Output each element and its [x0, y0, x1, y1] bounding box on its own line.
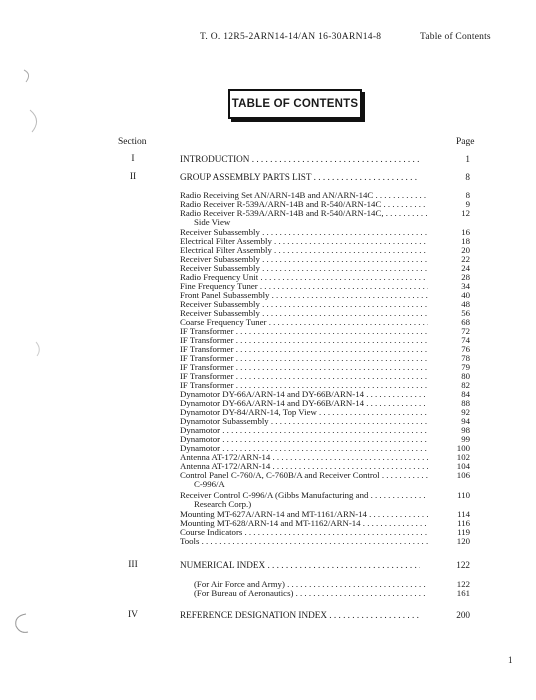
- toc-title-box: [228, 89, 362, 119]
- toc-entry[interactable]: [180, 561, 480, 571]
- toc-entry-title: Radio Receiver R-539A/ARN-14B and R-540/ARN-14C, . . .: [180, 209, 428, 218]
- toc-entry-page: 99: [461, 434, 470, 444]
- toc-entry-title: IF Transformer . . .: [180, 336, 428, 345]
- toc-entry-page: 79: [461, 362, 470, 372]
- toc-entry-title: Control Panel C-760/A, C-760B/A and Receiver Control . . .: [180, 471, 428, 480]
- toc-entry-page: 122: [456, 579, 470, 589]
- toc-entry-continuation: Side View: [194, 217, 231, 227]
- toc-entry-title: IF Transformer . . .: [180, 327, 428, 336]
- toc-entry-page: 56: [461, 308, 470, 318]
- toc-entry-title: Dynamotor Subassembly . . .: [180, 417, 428, 426]
- toc-entry-title: IF Transformer . . .: [180, 381, 428, 390]
- toc-entry-page: 8: [465, 190, 470, 200]
- toc-entry-title: (For Air Force and Army) . . .: [194, 580, 428, 589]
- toc-entry-title: Dynamotor DY-66A/ARN-14 and DY-66B/ARN-14 . . .: [180, 390, 428, 399]
- toc-entry-title: Dynamotor . . .: [180, 435, 428, 444]
- toc-entry-page: 161: [456, 588, 470, 598]
- toc-entry-title: Receiver Subassembly . . .: [180, 264, 428, 273]
- toc-entry-title: Radio Frequency Unit . . .: [180, 273, 428, 282]
- toc-entry-title: Radio Receiver R-539A/ARN-14B and R-540/ARN-14C . . .: [180, 200, 428, 209]
- toc-entry-title: Course Indicators . . .: [180, 528, 428, 537]
- toc-entry-title: Radio Receiving Set AN/ARN-14B and AN/ARN-14C . . .: [180, 191, 428, 200]
- toc-entry-page: 116: [457, 518, 470, 528]
- header-section-label: Table of Contents: [420, 32, 491, 42]
- toc-entry-title: Mounting MT-627A/ARN-14 and MT-1161/ARN-14 . . .: [180, 510, 428, 519]
- toc-entry-title: Electrical Filter Assembly . . .: [180, 246, 428, 255]
- toc-entry-page: 68: [461, 317, 470, 327]
- toc-entry-page: 8: [465, 172, 470, 182]
- toc-entry-title: Receiver Subassembly . . .: [180, 309, 428, 318]
- page-number: 1: [508, 655, 513, 665]
- toc-entry-title: Antenna AT-172/ARN-14 . . .: [180, 453, 428, 462]
- toc-entry[interactable]: [180, 611, 480, 621]
- toc-entry-page: 34: [461, 281, 470, 291]
- toc-entry-page: 122: [456, 560, 470, 570]
- toc-entry-page: 74: [461, 335, 470, 345]
- toc-entry-continuation: Research Corp.): [194, 499, 252, 509]
- toc-entry-title: GROUP ASSEMBLY PARTS LIST . . .: [180, 173, 420, 182]
- toc-entry-page: 22: [461, 254, 470, 264]
- section-number: II: [129, 172, 137, 182]
- toc-entry-page: 20: [461, 245, 470, 255]
- toc-entry-page: 106: [456, 470, 470, 480]
- toc-entry-page: 80: [461, 371, 470, 381]
- toc-entry-title: IF Transformer . . .: [180, 345, 428, 354]
- toc-entry[interactable]: [180, 155, 480, 165]
- toc-entry-page: 1: [465, 154, 470, 164]
- toc-entry-title: Receiver Control C-996/A (Gibbs Manufacturing and . . .: [180, 491, 428, 500]
- page-title: TABLE OF CONTENTS: [231, 98, 359, 110]
- toc-entry-page: 84: [461, 389, 470, 399]
- toc-entry-page: 82: [461, 380, 470, 390]
- toc-subentry[interactable]: [194, 589, 494, 599]
- toc-entry-page: 76: [461, 344, 470, 354]
- toc-entry-title: Front Panel Subassembly . . .: [180, 291, 428, 300]
- toc-entry-title: Dynamotor DY-66A/ARN-14 and DY-66B/ARN-14 . . .: [180, 399, 428, 408]
- toc-entry-title: Electrical Filter Assembly . . .: [180, 237, 428, 246]
- toc-entry-title: Dynamotor . . .: [180, 426, 428, 435]
- toc-entry-page: 92: [461, 407, 470, 417]
- toc-entry-page: 48: [461, 299, 470, 309]
- toc-entry-title: Mounting MT-628/ARN-14 and MT-1162/ARN-14 . . .: [180, 519, 428, 528]
- toc-entry-page: 12: [461, 208, 470, 218]
- toc-entry-title: IF Transformer . . .: [180, 372, 428, 381]
- toc-entry-page: 72: [461, 326, 470, 336]
- toc-entry-page: 119: [457, 527, 470, 537]
- toc-entry-title: Dynamotor DY-84/ARN-14, Top View . . .: [180, 408, 428, 417]
- toc-entry-page: 102: [456, 452, 470, 462]
- scan-mark: [28, 108, 44, 136]
- section-number: I: [131, 154, 135, 164]
- toc-entry-title: Tools . . .: [180, 537, 428, 546]
- toc-subentry[interactable]: [180, 537, 480, 547]
- toc-entry-title: (For Bureau of Aeronautics) . . .: [194, 589, 428, 598]
- section-number: III: [128, 560, 138, 570]
- toc-entry-page: 78: [461, 353, 470, 363]
- toc-entry-title: IF Transformer . . .: [180, 363, 428, 372]
- toc-entry-title: NUMERICAL INDEX . . .: [180, 561, 420, 570]
- document-id: T. O. 12R5-2ARN14-14/AN 16-30ARN14-8: [200, 32, 382, 42]
- section-number: IV: [127, 610, 139, 620]
- toc-entry-page: 28: [461, 272, 470, 282]
- toc-entry-title: Fine Frequency Tuner . . .: [180, 282, 428, 291]
- toc-entry-page: 200: [456, 610, 470, 620]
- scan-mark: [18, 68, 38, 86]
- toc-entry-page: 88: [461, 398, 470, 408]
- toc-entry-title: Antenna AT-172/ARN-14 . . .: [180, 462, 428, 471]
- scan-mark: [10, 612, 32, 638]
- toc-entry-title: Receiver Subassembly . . .: [180, 255, 428, 264]
- toc-entry-title: Coarse Frequency Tuner . . .: [180, 318, 428, 327]
- toc-entry-title: Dynamotor . . .: [180, 444, 428, 453]
- section-column-header: Section: [118, 137, 147, 147]
- toc-entry-continuation: C-996/A: [194, 479, 225, 489]
- toc-entry-title: INTRODUCTION . . .: [180, 155, 420, 164]
- toc-entry-page: 16: [461, 227, 470, 237]
- page-column-header: Page: [456, 137, 475, 147]
- toc-entry-title: IF Transformer . . .: [180, 354, 428, 363]
- toc-entry-page: 40: [461, 290, 470, 300]
- toc-entry-page: 24: [461, 263, 470, 273]
- toc-entry[interactable]: [180, 173, 480, 183]
- toc-entry-title: Receiver Subassembly . . .: [180, 228, 428, 237]
- toc-entry-page: 104: [456, 461, 470, 471]
- toc-entry-page: 100: [456, 443, 470, 453]
- toc-subentry[interactable]: [180, 471, 480, 481]
- toc-entry-page: 98: [461, 425, 470, 435]
- toc-entry-page: 110: [457, 490, 470, 500]
- toc-entry-page: 18: [461, 236, 470, 246]
- toc-entry-title: Receiver Subassembly . . .: [180, 300, 428, 309]
- toc-entry-page: 120: [456, 536, 470, 546]
- toc-entry-page: 114: [457, 509, 470, 519]
- toc-entry-page: 9: [465, 199, 470, 209]
- toc-entry-page: 94: [461, 416, 470, 426]
- toc-entry-title: REFERENCE DESIGNATION INDEX . . .: [180, 611, 420, 620]
- scan-mark: [34, 340, 44, 360]
